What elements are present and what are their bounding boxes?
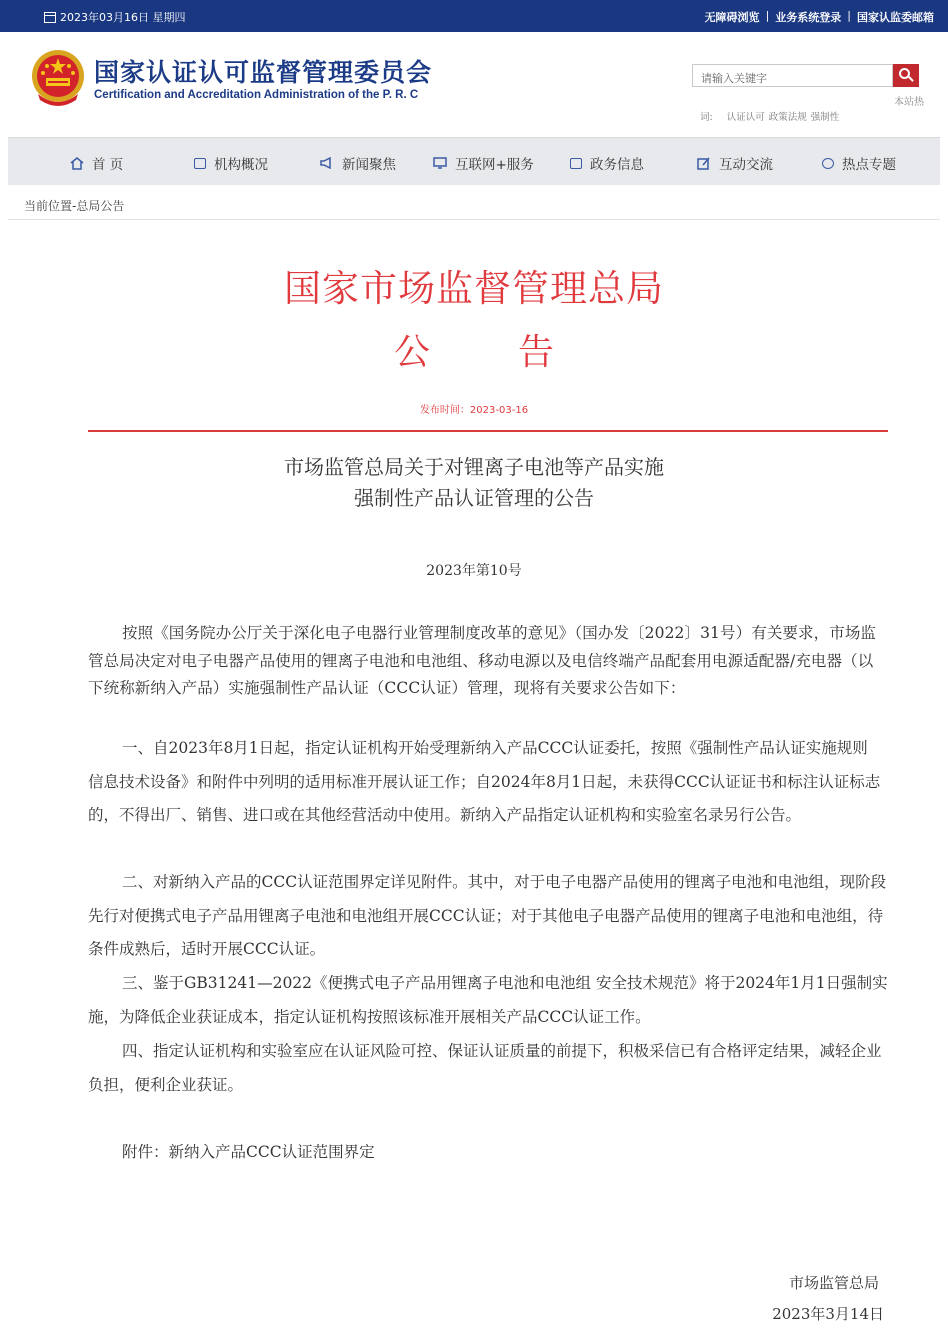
nav-item-home[interactable]: [70, 153, 123, 173]
chat-icon: [822, 158, 834, 169]
nav-item-news[interactable]: [320, 153, 396, 173]
site-search-option[interactable]: 本站热: [894, 97, 924, 108]
hot-word[interactable]: 认证认可: [726, 112, 765, 123]
body-paragraph: 一、自2023年8月1日起，指定认证机构开始受理新纳入产品CCC认证委托，按照《强制性产品认证实施规则 信息技术设备》和附件中列明的适用标准开展认证工作；自2024年8月1日起，未获得CCC认证证书和标注认证标志的，不得出厂、销售、进口或在其他经营活动中使用。新纳入产品指定认证机构和实验室名录另行公告。: [88, 739, 881, 824]
date-display: [44, 9, 186, 25]
search-button[interactable]: [893, 64, 919, 87]
megaphone-icon: [320, 157, 334, 169]
signature-org: 市场监管总局: [788, 1274, 879, 1292]
nav-label: 新闻聚焦: [342, 157, 396, 173]
home-icon: [70, 157, 84, 170]
title-line: 市场监管总局关于对锂离子电池等产品实施: [284, 455, 664, 479]
system-login-link[interactable]: 业务系统登录: [775, 11, 842, 24]
edit-icon: [697, 157, 711, 170]
nav-label: 热点专题: [842, 157, 896, 173]
nav-label: 政务信息: [590, 157, 644, 173]
national-emblem-icon[interactable]: [30, 48, 86, 108]
document-number: 2023年第10号: [426, 563, 522, 579]
date-text: 2023年03月16日 星期四: [60, 11, 186, 24]
nav-item-interaction[interactable]: [697, 153, 773, 173]
monitor-icon: [433, 157, 447, 169]
nav-item-gov-info[interactable]: [570, 153, 644, 173]
breadcrumb[interactable]: 当前位置-总局公告: [8, 186, 940, 220]
link-separator: |: [765, 9, 770, 22]
body-paragraph: 四、指定认证机构和实验室应在认证风险可控、保证认证质量的前提下，积极采信已有合格评定结果，减轻企业负担，便利企业获证。: [88, 1042, 882, 1094]
hot-word[interactable]: 强制性: [810, 112, 840, 123]
site-title-cn[interactable]: 国家认证认可监督管理委员会: [94, 58, 433, 87]
body-paragraph: 按照《国务院办公厅关于深化电子电器行业管理制度改革的意见》（国办发〔2022〕31号）有关要求，市场监管总局决定对电子电器产品使用的锂离子电池和电池组、移动电源以及电信终端产品配套用电源适配器/充电器（以下统称新纳入产品）实施强制性产品认证（CCC认证）管理，现将有关要求公告如下：: [88, 624, 877, 697]
notice-heading: 公告: [393, 332, 642, 373]
top-links: [705, 9, 934, 25]
attachment-link[interactable]: 附件：新纳入产品CCC认证范围界定: [122, 1143, 375, 1161]
search-input[interactable]: 请输入关键字: [692, 64, 893, 87]
title-line: 强制性产品认证管理的公告: [354, 486, 594, 510]
hot-words-label: 词:: [700, 112, 713, 123]
search-icon-handle: [908, 76, 914, 82]
red-divider: [88, 430, 888, 432]
site-header: [0, 32, 948, 136]
body-paragraph: 二、对新纳入产品的CCC认证范围界定详见附件。其中，对于电子电器产品使用的锂离子电池和电池组，现阶段先行对便携式电子产品用锂离子电池和电池组开展CCC认证；对于其他电子电器产品使用的锂离子电池和电池组，待条件成熟后，适时开展CCC认证。: [88, 873, 887, 958]
calendar-icon: [44, 12, 56, 23]
body-paragraph: 三、鉴于GB31241—2022《便携式电子产品用锂离子电池和电池组 安全技术规范》将于2024年1月1日强制实施，为降低企业获证成本，指定认证机构按照该标准开展相关产品CCC认证工作。: [88, 974, 888, 1026]
nav-label: 机构概况: [214, 157, 268, 173]
notice-agency: 国家市场监督管理总局: [284, 267, 664, 310]
hot-words: [700, 109, 839, 123]
nav-label: 互动交流: [719, 157, 773, 173]
nav-item-topics[interactable]: [822, 153, 896, 173]
link-separator: |: [847, 9, 851, 22]
nav-item-services[interactable]: [433, 153, 534, 173]
top-bar: [0, 0, 948, 32]
hot-word[interactable]: 政策法规: [768, 112, 807, 123]
main-nav: [8, 137, 940, 185]
site-title-en: Certification and Accreditation Administration of the P. R. C: [94, 89, 419, 101]
nav-item-about[interactable]: [194, 153, 268, 173]
org-icon: [194, 158, 206, 169]
mailbox-link[interactable]: 国家认监委邮箱: [857, 11, 934, 24]
accessibility-link[interactable]: 无障碍浏览: [704, 11, 760, 24]
document-title: [0, 452, 948, 514]
nav-label: 互联网+服务: [455, 157, 534, 173]
publish-date: 发布时间：2023-03-16: [419, 405, 529, 416]
info-icon: [570, 158, 582, 169]
signature-date: 2023年3月14日: [772, 1305, 884, 1323]
nav-label: 首 页: [92, 157, 124, 173]
